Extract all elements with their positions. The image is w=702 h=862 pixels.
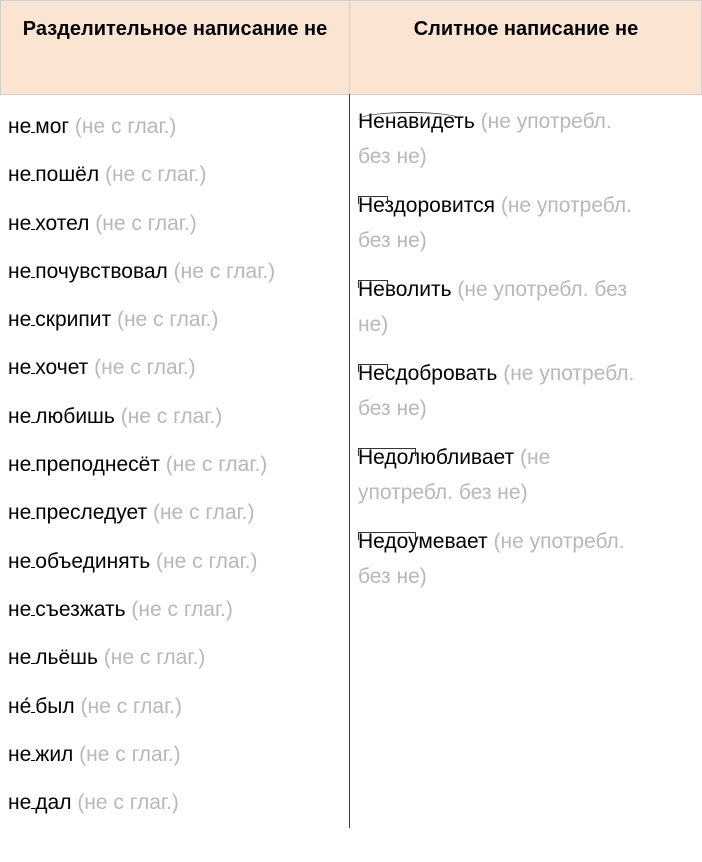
verb: объединять [35,549,151,573]
list-item [8,587,346,635]
verb: почувствовал [35,259,168,283]
list-item [358,104,688,188]
table-border-top [0,0,702,1]
header-joined-label: Слитное написание не [413,18,639,40]
ne-particle: не [8,259,32,283]
ne-particle: не [8,791,32,815]
column-divider [349,94,350,828]
separate-column [8,104,346,828]
note: (не с глаг.) [77,791,179,815]
note-continued: без не) [358,397,427,420]
note: (не с глаг.) [173,259,276,283]
note-continued: не) [358,313,389,336]
note: (не употребл. [500,194,632,217]
list-item [8,732,346,780]
note-continued: употребл. без не) [358,481,528,504]
ne-particle: не [8,453,32,477]
prefix-word [358,278,452,301]
ne-particle: не [8,549,32,573]
list-item [8,490,346,538]
prefix-word [358,530,488,553]
verb: съезжать [35,597,126,621]
verb: скрипит [35,308,112,332]
list-item [358,524,688,608]
word-text: Несдобровать [358,362,498,385]
note: (не с глаг.) [165,453,268,477]
header-joined [350,0,702,94]
ne-particle: не [8,356,32,380]
list-item [8,394,346,442]
word-text: Недоумевает [358,530,488,553]
note: (не с глаг.) [95,211,197,235]
prefix-mark [358,364,388,372]
verb: пошёл [35,163,100,187]
root-word [358,110,475,133]
list-item [358,356,688,440]
list-item [8,297,346,345]
note: (не употребл. [493,530,625,553]
ne-particle: не [8,115,32,138]
table-header [0,0,702,94]
list-item [358,188,688,272]
note: (не употребл. [503,362,635,385]
ne-particle: не [8,211,32,235]
prefix-word [358,194,495,217]
list-item [8,635,346,683]
ne-particle: не [8,163,32,187]
prefix-mark [358,280,388,288]
ne-particle: не́ [8,694,32,718]
note: (не с глаг.) [103,646,206,670]
ne-particle: не [8,501,32,525]
list-item [8,249,346,297]
table-border-left [0,0,1,94]
note: (не с глаг.) [74,115,177,138]
note: (не с глаг.) [104,163,207,187]
list-item [8,780,346,828]
ne-particle: не [8,742,32,766]
note: (не [519,446,551,469]
ne-particle: не [8,646,32,670]
note: (не с глаг.) [79,742,181,766]
verb: льёшь [35,646,98,670]
list-item [8,539,346,587]
note: (не с глаг.) [94,356,196,380]
note: (не с глаг.) [131,597,233,621]
prefix-word [358,446,514,469]
verb: хотел [35,211,90,235]
header-divider [0,94,702,95]
note: (не с глаг.) [156,549,258,573]
prefix-mark [358,196,388,204]
verb: любишь [35,404,115,428]
note-continued: без не) [358,145,427,168]
note: (не употребл. без [457,278,627,301]
word-text: Ненавидеть [358,110,475,133]
verb: хочет [35,356,89,380]
ne-particle: не [8,308,32,332]
word-text: Неволить [358,278,452,301]
list-item [8,201,346,249]
prefix-word [358,362,497,385]
note-continued: без не) [358,565,427,588]
list-item [8,684,346,732]
note: (не с глаг.) [80,694,182,718]
verb: был [35,694,75,718]
list-item [8,152,346,200]
list-item [8,345,346,393]
prefix-mark [358,532,416,540]
list-item [8,104,346,152]
list-item [358,272,688,356]
verb: жил [35,742,74,766]
note: (не с глаг.) [152,501,255,525]
verb: дал [35,791,72,815]
word-text: Недолюбливает [358,446,515,469]
note: (не употребл. [480,110,612,133]
prefix-mark [358,448,416,456]
verb: преследует [35,501,148,525]
header-separate-label: Разделительное написание не [22,18,328,40]
word-text: Нездоровится [358,194,495,217]
list-item [358,440,688,524]
joined-column [358,104,688,608]
verb: преподнесёт [35,453,160,477]
list-item [8,442,346,490]
header-separate [0,0,350,94]
note: (не с глаг.) [120,404,223,428]
ne-particle: не [8,597,32,621]
note: (не с глаг.) [116,308,219,332]
ne-particle: не [8,404,32,428]
note-continued: без не) [358,229,427,252]
verb: мог [35,115,70,138]
header-column-divider [349,0,350,94]
